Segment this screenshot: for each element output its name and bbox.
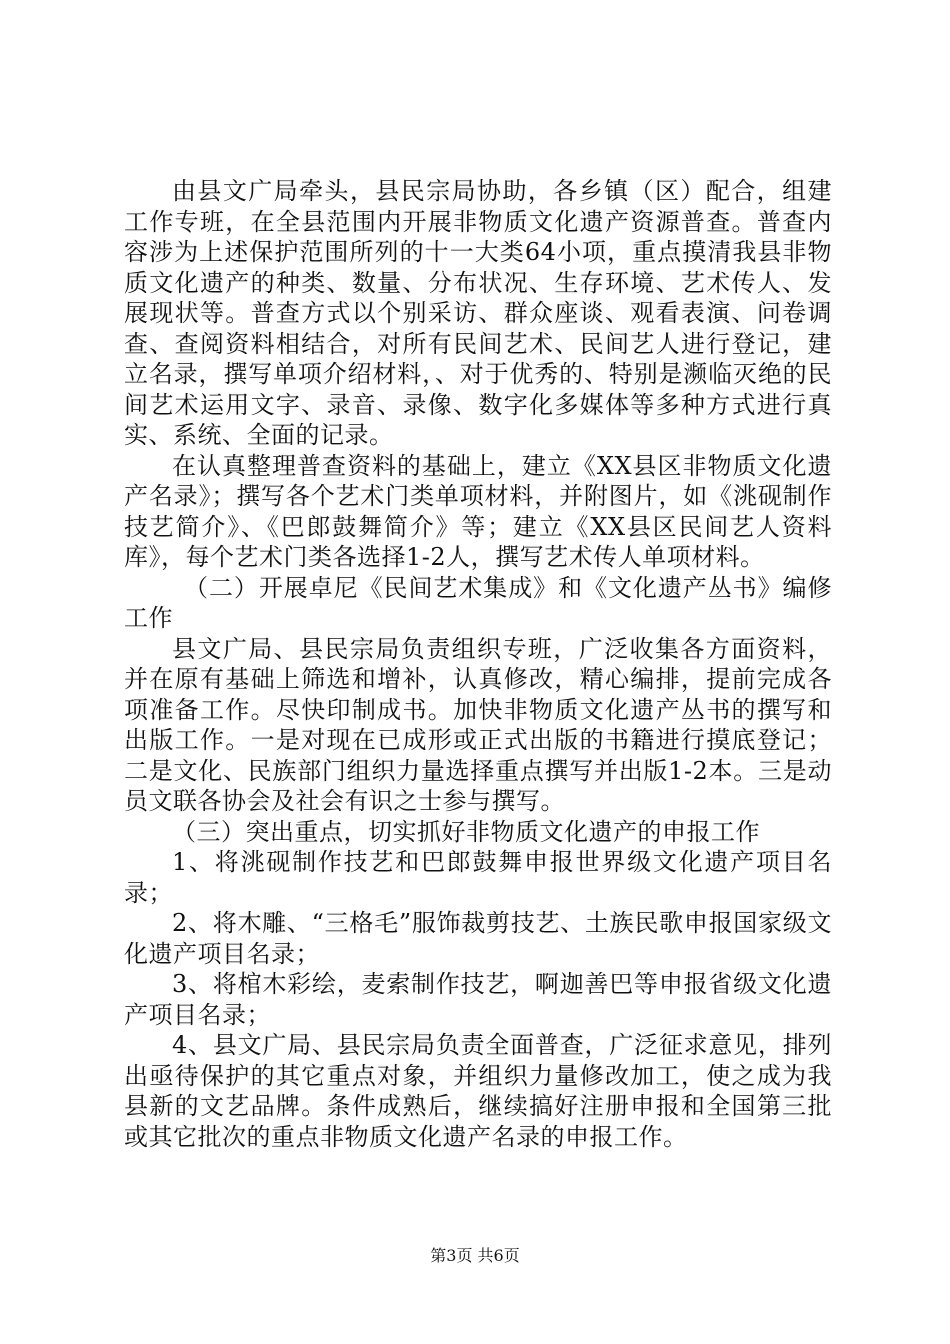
section-heading-2: （二）开展卓尼《民间艺术集成》和《文化遗产丛书》编修工作: [124, 573, 832, 632]
section-heading-3: （三）突出重点，切实抓好非物质文化遗产的申报工作: [172, 817, 760, 846]
paragraph-directory: 在认真整理普查资料的基础上，建立《XX县区非物质文化遗产名录》；撰写各个艺术门类单项材料，并附图片，如《洮砚制作技艺简介》、《巴郎鼓舞简介》等；建立《XX县区民间艺人资料库》，每个艺术门类各选择1-2人，撰写艺术传人单项材料。: [124, 451, 832, 571]
paragraph-compilation: 县文广局、县民宗局负责组织专班，广泛收集各方面资料，并在原有基础上筛选和增补，认真修改，精心编排，提前完成各项准备工作。尽快印制成书。加快非物质文化遗产丛书的撰写和出版工作。一是对现在已成形或正式出版的书籍进行摸底登记；二是文化、民族部门组织力量选择重点撰写并出版1-2本。三是动员文联各协会及社会有识之士参与撰写。: [124, 634, 832, 815]
page-number-footer: 第3页 共6页: [430, 1246, 520, 1265]
document-body: [124, 176, 832, 1152]
list-item-3: 3、将棺木彩绘，麦索制作技艺，啊迦善巴等申报省级文化遗产项目名录；: [124, 970, 832, 1029]
list-item-1: 1、将洮砚制作技艺和巴郎鼓舞申报世界级文化遗产项目名录；: [124, 848, 832, 907]
list-item-4: 4、县文广局、县民宗局负责全面普查，广泛征求意见，排列出亟待保护的其它重点对象，并组织力量修改加工，使之成为我县新的文艺品牌。条件成熟后，继续搞好注册申报和全国第三批或其它批次的重点非物质文化遗产名录的申报工作。: [124, 1031, 832, 1151]
list-item-2: 2、将木雕、“三格毛”服饰裁剪技艺、土族民歌申报国家级文化遗产项目名录；: [124, 909, 832, 968]
paragraph-survey: 由县文广局牵头，县民宗局协助，各乡镇（区）配合，组建工作专班，在全县范围内开展非物质文化遗产资源普查。普查内容涉为上述保护范围所列的十一大类64小项，重点摸清我县非物质文化遗产的种类、数量、分布状况、生存环境、艺术传人、发展现状等。普查方式以个别采访、群众座谈、观看表演、问卷调查、查阅资料相结合，对所有民间艺术、民间艺人进行登记，建立名录，撰写单项介绍材料，、对于优秀的、特别是濒临灭绝的民间艺术运用文字、录音、录像、数字化多媒体等多种方式进行真实、系统、全面的记录。: [124, 177, 832, 449]
